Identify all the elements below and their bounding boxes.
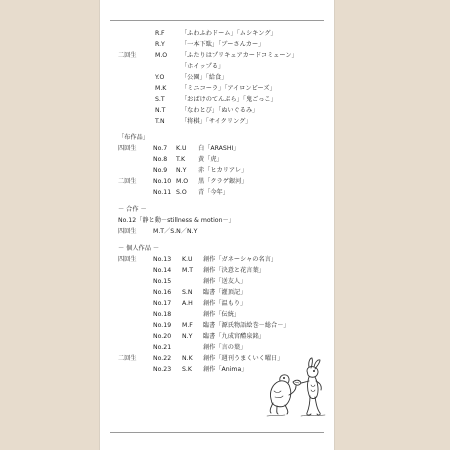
entry-work: 「一本下駄」「ブーさんカー」 (181, 41, 265, 48)
entry-title: 創作「言の葉」 (203, 344, 247, 351)
entry-initials: K.U (182, 256, 193, 263)
entry-initials: S.N (182, 289, 193, 296)
entry-work: 「なわとび」「ぬいぐるみ」 (181, 107, 259, 114)
entry-initials: S.O (176, 189, 187, 196)
entry-work: 「将棋」「サイクリング」 (181, 118, 252, 125)
entry-work: 「ミニコーラ」「アイロンビーズ」 (181, 85, 276, 92)
entry-title: 創作「伝統」 (203, 311, 241, 318)
entry-number: No.22 (153, 355, 172, 362)
entry-initials: Y.O (155, 74, 165, 81)
entry-grade: 四回生 (118, 145, 137, 152)
entry-number: No.8 (153, 156, 168, 163)
entry-number: No.10 (153, 178, 172, 185)
entry-initials: N.K (182, 355, 193, 362)
entry-grade: 二回生 (118, 52, 137, 59)
entry-initials: A.H (182, 300, 193, 307)
entry-title: 臨書「灌頂記」 (203, 289, 247, 296)
entry-initials: R.Y (155, 41, 165, 48)
entry-initials: N.T (155, 107, 166, 114)
entry-initials: R.F (155, 30, 165, 37)
entry-piece: 青「今年」 (198, 189, 229, 196)
entry-title: 創作「ガネーシャの名言」 (203, 256, 278, 263)
entry-number: No.7 (153, 145, 168, 152)
entry-number: No.11 (153, 189, 172, 196)
entry-number: No.9 (153, 167, 168, 174)
entry-initials: M.O (155, 52, 168, 59)
collab-title: No.12「静と動－stillness & motion－」 (118, 217, 235, 224)
entry-grade: 四回生 (118, 228, 137, 235)
entry-initials: N.Y (182, 333, 193, 340)
entry-initials: N.Y (176, 167, 187, 174)
top-rule (110, 20, 324, 21)
entry-grade: 二回生 (118, 178, 137, 185)
section-heading: － 合作 － (118, 206, 147, 213)
entry-number: No.13 (153, 256, 172, 263)
entry-title: 臨書「源氏物語絵巻－総合－」 (203, 322, 290, 329)
entry-grade: 二回生 (118, 355, 137, 362)
entry-initials: S.K (182, 366, 192, 373)
entry-number: No.17 (153, 300, 172, 307)
entry-work: 「ふたりはプリキュアカードコミューン」 (181, 52, 298, 59)
entry-work: 「公園」「給食」 (181, 74, 228, 81)
entry-piece: 白「ARASHI」 (198, 145, 240, 152)
entry-number: No.20 (153, 333, 172, 340)
rabbit-frog-ink-illustration (265, 355, 329, 421)
entry-initials: T.K (176, 156, 186, 163)
entry-initials: T.N (155, 118, 165, 125)
section-heading: 「布作品」 (118, 134, 149, 141)
entry-piece: 黄「虎」 (198, 156, 223, 163)
entry-initials: M.T (182, 267, 194, 274)
entry-title: 臨書「九成宮醴泉銘」 (203, 333, 265, 340)
entry-work: 「ふわふわドーム」「ムシキング」 (181, 30, 277, 37)
entry-title: 創作「Anima」 (203, 366, 248, 373)
entry-title: 創作「週刊うまくいく曜日」 (203, 355, 284, 362)
entry-title: 創作「決意と花言葉」 (203, 267, 265, 274)
entry-number: No.23 (153, 366, 172, 373)
entry-initials: M.K (155, 85, 167, 92)
entry-initials: K.U (176, 145, 187, 152)
entry-number: No.21 (153, 344, 172, 351)
entry-title: 創作「送友人」 (203, 278, 247, 285)
entry-grade: 四回生 (118, 256, 137, 263)
entry-number: No.19 (153, 322, 172, 329)
entry-number: No.18 (153, 311, 172, 318)
entry-piece: 赤「ヒカリアレ」 (198, 167, 248, 174)
entry-number: No.16 (153, 289, 172, 296)
entry-work: 「おばけのてんぷら」「鬼ごっこ」 (181, 96, 277, 103)
entry-title: 創作「温もり」 (203, 300, 247, 307)
entry-initials: S.T (155, 96, 165, 103)
entry-work: 「ホイップる」 (181, 63, 225, 70)
bottom-rule (110, 432, 324, 433)
entry-initials: M.F (182, 322, 193, 329)
entry-number: No.15 (153, 278, 172, 285)
collab-members: M.T／S.N／N.Y (153, 228, 198, 235)
section-heading: － 個人作品 － (118, 245, 160, 252)
entry-number: No.14 (153, 267, 172, 274)
entry-piece: 黒「クラゲ銀河」 (198, 178, 248, 185)
entry-initials: M.O (176, 178, 189, 185)
